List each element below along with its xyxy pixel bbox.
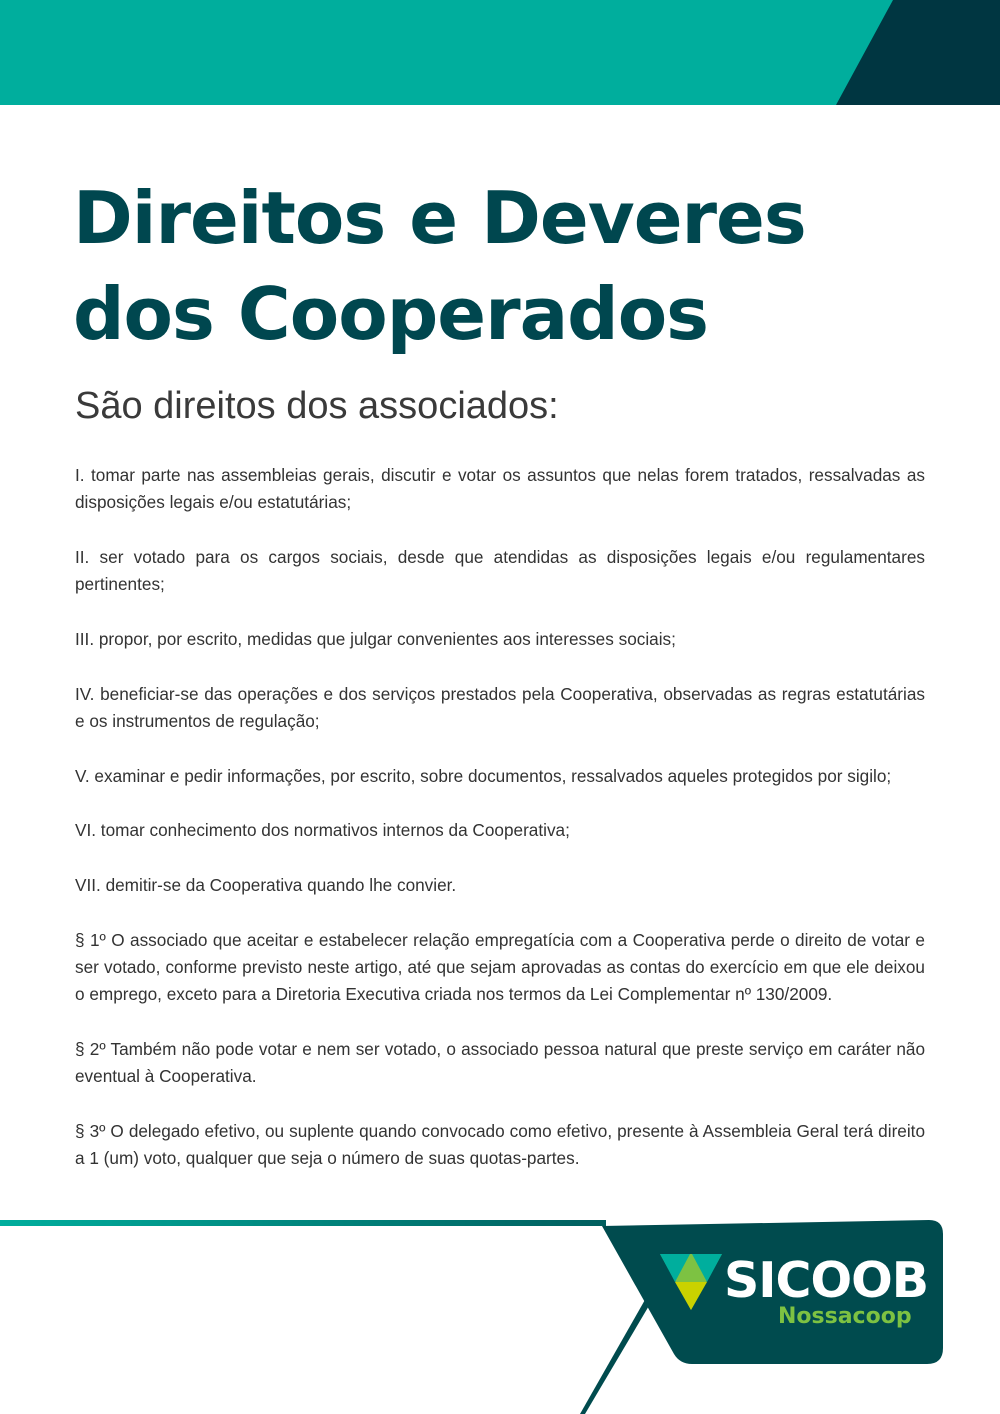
section-subtitle: São direitos dos associados:: [75, 385, 559, 427]
logo-name: SICOOB: [724, 1252, 929, 1309]
header-band: [0, 0, 1000, 105]
rights-list: [75, 462, 925, 1200]
sicoob-mark-icon: [660, 1254, 722, 1310]
list-item: VII. demitir-se da Cooperativa quando lhe convier.: [75, 875, 457, 896]
list-item: § 3º O delegado efetivo, ou suplente quando convocado como efetivo, presente à Assembleia Geral terá direito a 1 (um) voto, qualquer que seja o número de suas quotas-partes.: [75, 1120, 925, 1169]
list-item: VI. tomar conhecimento dos normativos internos da Cooperativa;: [75, 820, 570, 841]
list-item: § 2º Também não pode votar e nem ser votado, o associado pessoa natural que preste serviço em caráter não eventual à Cooperativa.: [75, 1038, 925, 1087]
list-item: § 1º O associado que aceitar e estabelecer relação empregatícia com a Cooperativa perde o direito de votar e ser votado, conforme previsto neste artigo, até que sejam aprovadas as contas do exercício em que ele deixou o emprego, exceto para a Diretoria Executiva criada nos termos da Lei Complementar nº 130/2009.: [75, 929, 925, 1005]
list-item: V. examinar e pedir informações, por escrito, sobre documentos, ressalvados aqueles protegidos por sigilo;: [75, 765, 892, 786]
list-item: IV. beneficiar-se das operações e dos serviços prestados pela Cooperativa, observadas as regras estatutárias e os instrumentos de regulação;: [75, 683, 925, 731]
sicoob-logo: [660, 1248, 929, 1338]
page-title: [73, 170, 806, 362]
list-item: II. ser votado para os cargos sociais, desde que atendidas as disposições legais e/ou regulamentares pertinentes;: [75, 546, 925, 595]
logo-subname: Nossacoop: [778, 1304, 912, 1329]
title-line-2: dos Cooperados: [73, 272, 709, 356]
list-item: I. tomar parte nas assembleias gerais, discutir e votar os assuntos que nelas forem tratados, ressalvadas as disposições legais e/ou estatutárias;: [75, 465, 925, 513]
title-line-1: Direitos e Deveres: [73, 176, 806, 260]
list-item: III. propor, por escrito, medidas que julgar convenientes aos interesses sociais;: [75, 628, 676, 649]
